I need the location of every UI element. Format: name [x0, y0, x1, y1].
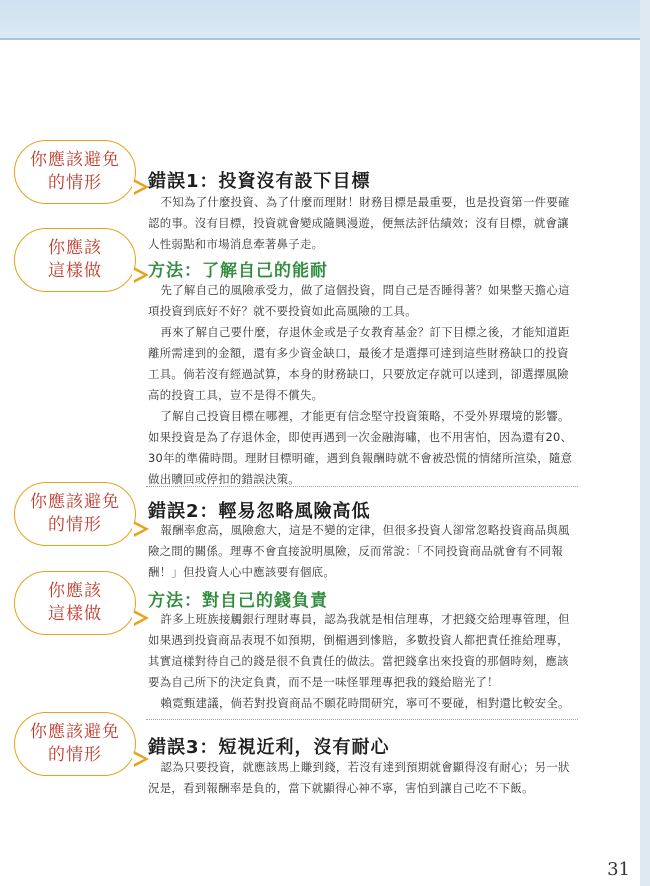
method-2-paragraph-2: 賴霓甄建議，倘若對投資商品不願花時間研究，寧可不要碰，相對還比較安全。 — [160, 696, 570, 710]
avoid-bubble-1-text: 你應該避免 的情形 — [30, 150, 120, 193]
section-divider-2 — [146, 719, 578, 720]
mistake-3-paragraph: 認為只要投資，就應該馬上賺到錢，若沒有達到預期就會顯得沒有耐心；另一狀況是，看到報酬率是負的，當下就顯得心神不寧，害怕到讓自己吃不下飯。 — [148, 760, 570, 795]
method-2-paragraph-1: 許多上班族接觸銀行理財專員，認為我就是相信理專，才把錢交給理專管理，但如果遇到投資商品表現不如預期，倒楣遇到慘賠，多數投資人都把責任推給理專，其實這樣對待自己的錢是很不負責任的做法。當把錢拿出來投資的那個時刻，應該要為自己所下的決定負責，而不是一味怪罪理專把我的錢給賠光了！ — [148, 612, 570, 689]
top-band-edge — [0, 38, 650, 40]
bubble-tail — [134, 267, 149, 283]
should-bubble-1 — [14, 228, 136, 292]
mistake-2-heading: 錯誤2：輕易忽略風險高低 — [148, 501, 371, 522]
method-1-heading: 方法：了解自己的能耐 — [148, 261, 328, 281]
right-edge-strip — [640, 0, 650, 886]
mistake-1-heading: 錯誤1：投資沒有設下目標 — [148, 171, 371, 192]
method-1-text — [148, 280, 578, 490]
bubble-tail — [134, 610, 149, 626]
bubble-tail — [134, 751, 149, 767]
mistake-2-text — [148, 520, 578, 583]
method-1-paragraph-1: 先了解自己的風險承受力，做了這個投資，問自己是否睡得著？如果整天擔心這項投資到底好不好？就不要投資如此高風險的工具。 — [148, 283, 570, 318]
method-1-paragraph-3: 了解自己投資目標在哪裡，才能更有信念堅守投資策略，不受外界環境的影響。如果投資是為了存退休金，即使再遇到一次金融海嘯，也不用害怕，因為還有20、30年的準備時間。理財目標明確，遇到負報酬時就不會被恐慌的情緒所渲染，隨意做出贖回或停扣的錯誤決策。 — [148, 409, 573, 486]
should-bubble-2 — [14, 571, 136, 635]
avoid-bubble-3-text: 你應該避免 的情形 — [30, 722, 120, 765]
mistake-2-paragraph: 報酬率愈高，風險愈大，這是不變的定律，但很多投資人卻常忽略投資商品與風險之間的關係。理專不會直接說明風險，反而常說：「不同投資商品就會有不同報酬！」但投資人心中應該要有個底。 — [148, 523, 570, 579]
avoid-bubble-2 — [14, 482, 136, 546]
page-number: 31 — [607, 859, 630, 880]
avoid-bubble-2-text: 你應該避免 的情形 — [30, 492, 120, 535]
mistake-1-paragraph: 不知為了什麼投資、為了什麼而理財！財務目標是最重要，也是投資第一件要確認的事。沒有目標，投資就會變成隨興漫遊，便無法評估績效；沒有目標，就會讓人性弱點和市場消息牽著鼻子走。 — [148, 195, 570, 251]
avoid-bubble-3 — [14, 712, 136, 776]
avoid-bubble-1 — [14, 140, 136, 204]
method-2-heading: 方法：對自己的錢負責 — [148, 591, 328, 611]
bubble-tail — [134, 179, 149, 195]
should-bubble-1-text: 你應該 這樣做 — [48, 238, 102, 281]
bubble-tail — [134, 521, 149, 537]
method-1-paragraph-2: 再來了解自己要什麼，存退休金或是子女教育基金？訂下目標之後，才能知道距離所需達到的金額，還有多少資金缺口，最後才是選擇可達到這些財務缺口的投資工具。倘若沒有經過試算，本身的財務缺口，只要放定存就可以達到，卻選擇風險高的投資工具，豈不是得不償失。 — [148, 325, 570, 402]
mistake-3-heading: 錯誤3：短視近利，沒有耐心 — [148, 737, 390, 758]
method-2-text — [148, 609, 578, 714]
mistake-1-text — [148, 192, 578, 255]
section-divider-1 — [146, 486, 578, 487]
mistake-3-text — [148, 757, 578, 799]
top-band — [0, 0, 650, 40]
should-bubble-2-text: 你應該 這樣做 — [48, 581, 102, 624]
